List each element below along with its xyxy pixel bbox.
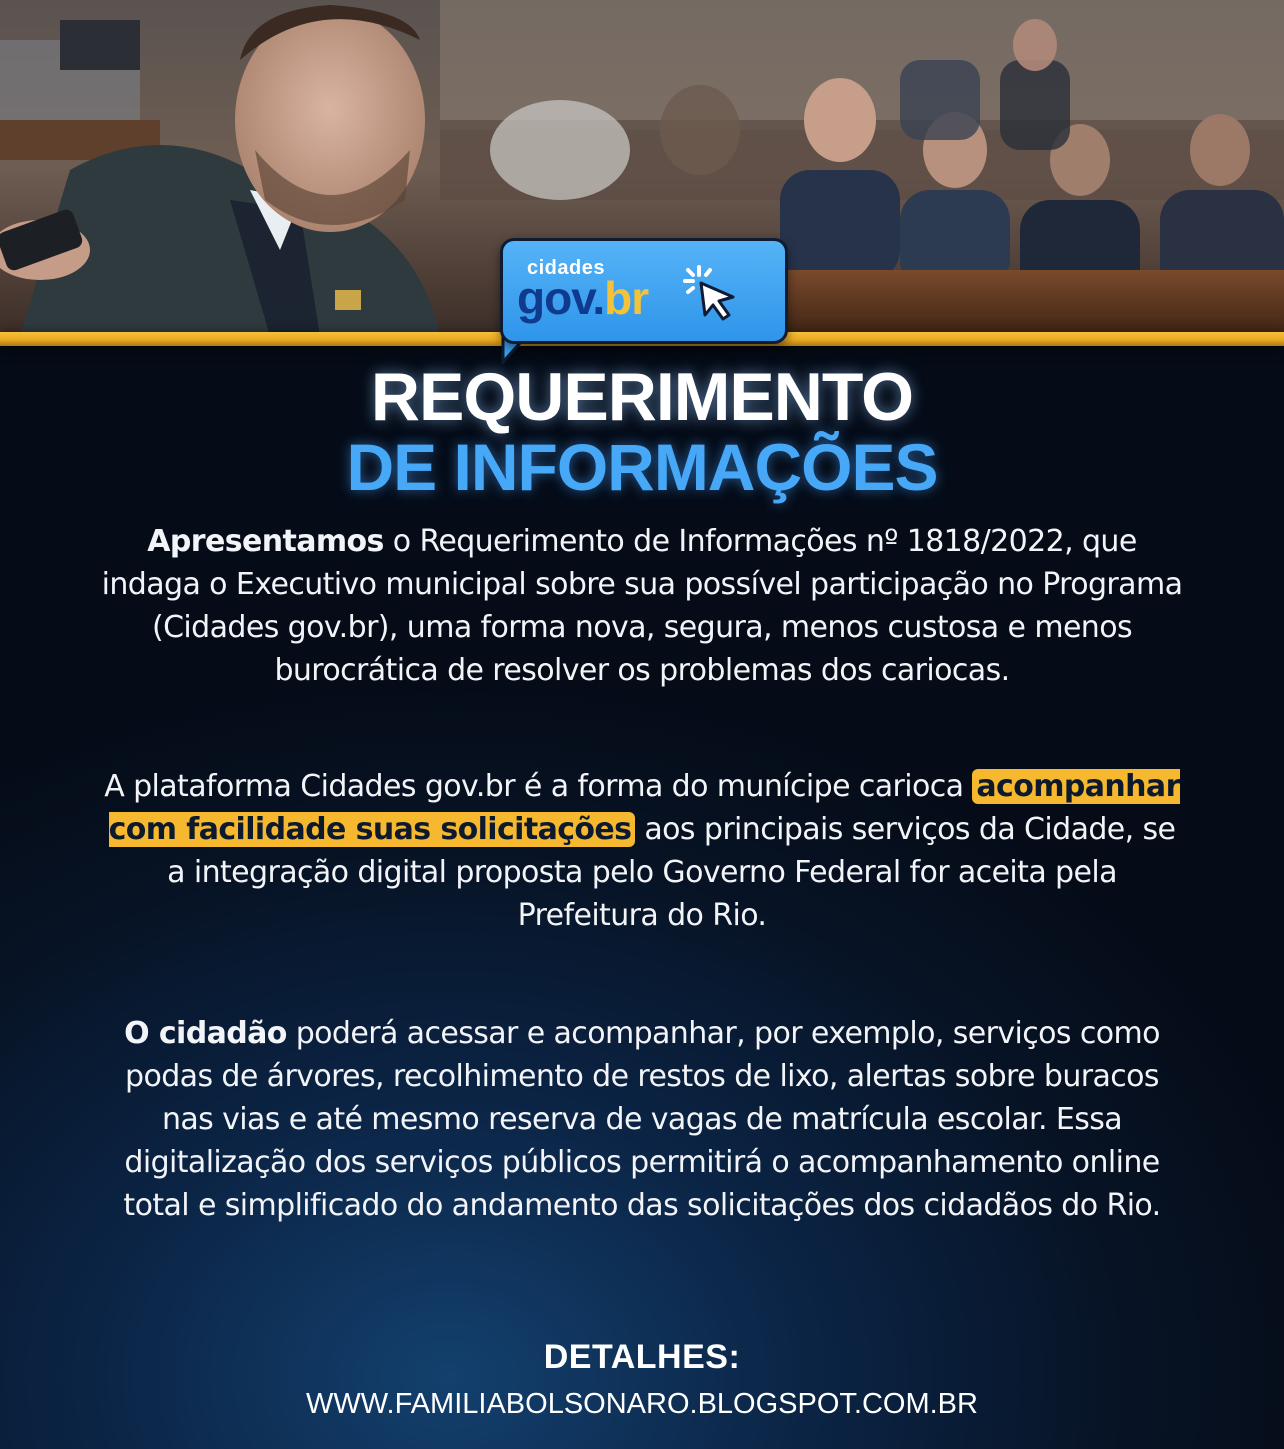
headline-line-2: DE INFORMAÇÕES [346, 430, 938, 504]
paragraph-2 [100, 765, 1184, 937]
paragraph-2-text-after: aos principais serviços da Cidade, se a integração digital proposta pelo Governo Federal for aceita pela Prefeitura do Rio. [167, 812, 1176, 933]
paragraph-3 [100, 1012, 1184, 1227]
details-url[interactable]: WWW.FAMILIABOLSONARO.BLOGSPOT.COM.BR [306, 1388, 978, 1420]
paragraph-2-highlight: acompanhar com facilidade suas solicitações [108, 769, 1180, 847]
logo-gov: gov [517, 272, 593, 324]
headline-line-1: REQUERIMENTO [370, 359, 914, 435]
paragraph-1 [100, 520, 1184, 692]
pointer-click-icon [679, 261, 741, 321]
logo-word-cidades: cidades [527, 257, 605, 279]
paragraph-3-text: poderá acessar e acompanhar, por exemplo, serviços como podas de árvores, recolhimento de restos de lixo, alertas sobre buracos nas vias e até mesmo reserva de vagas de matrícula escolar. Essa digitalização dos serviços públicos permitirá o acompanhamento online total e simplificado do andamento das solicitações dos cidadãos do Rio. [123, 1016, 1161, 1223]
paragraph-3-bold: O cidadão [124, 1016, 287, 1051]
paragraph-1-text: o Requerimento de Informações nº 1818/2022, que indaga o Executivo municipal sobre sua possível participação no Programa (Cidades gov.br), uma forma nova, segura, menos custosa e menos burocrática de resolver os problemas dos cariocas. [101, 524, 1183, 688]
logo-word-govbr [517, 271, 648, 325]
logo-br: br [604, 272, 649, 324]
cidades-govbr-logo [500, 238, 788, 344]
paragraph-2-text-before: A plataforma Cidades gov.br é a forma do munícipe carioca [104, 769, 973, 804]
logo-dot: . [592, 272, 605, 324]
paragraph-1-bold: Apresentamos [147, 524, 384, 559]
details-label: DETALHES: [543, 1338, 741, 1376]
headline [0, 359, 1284, 504]
